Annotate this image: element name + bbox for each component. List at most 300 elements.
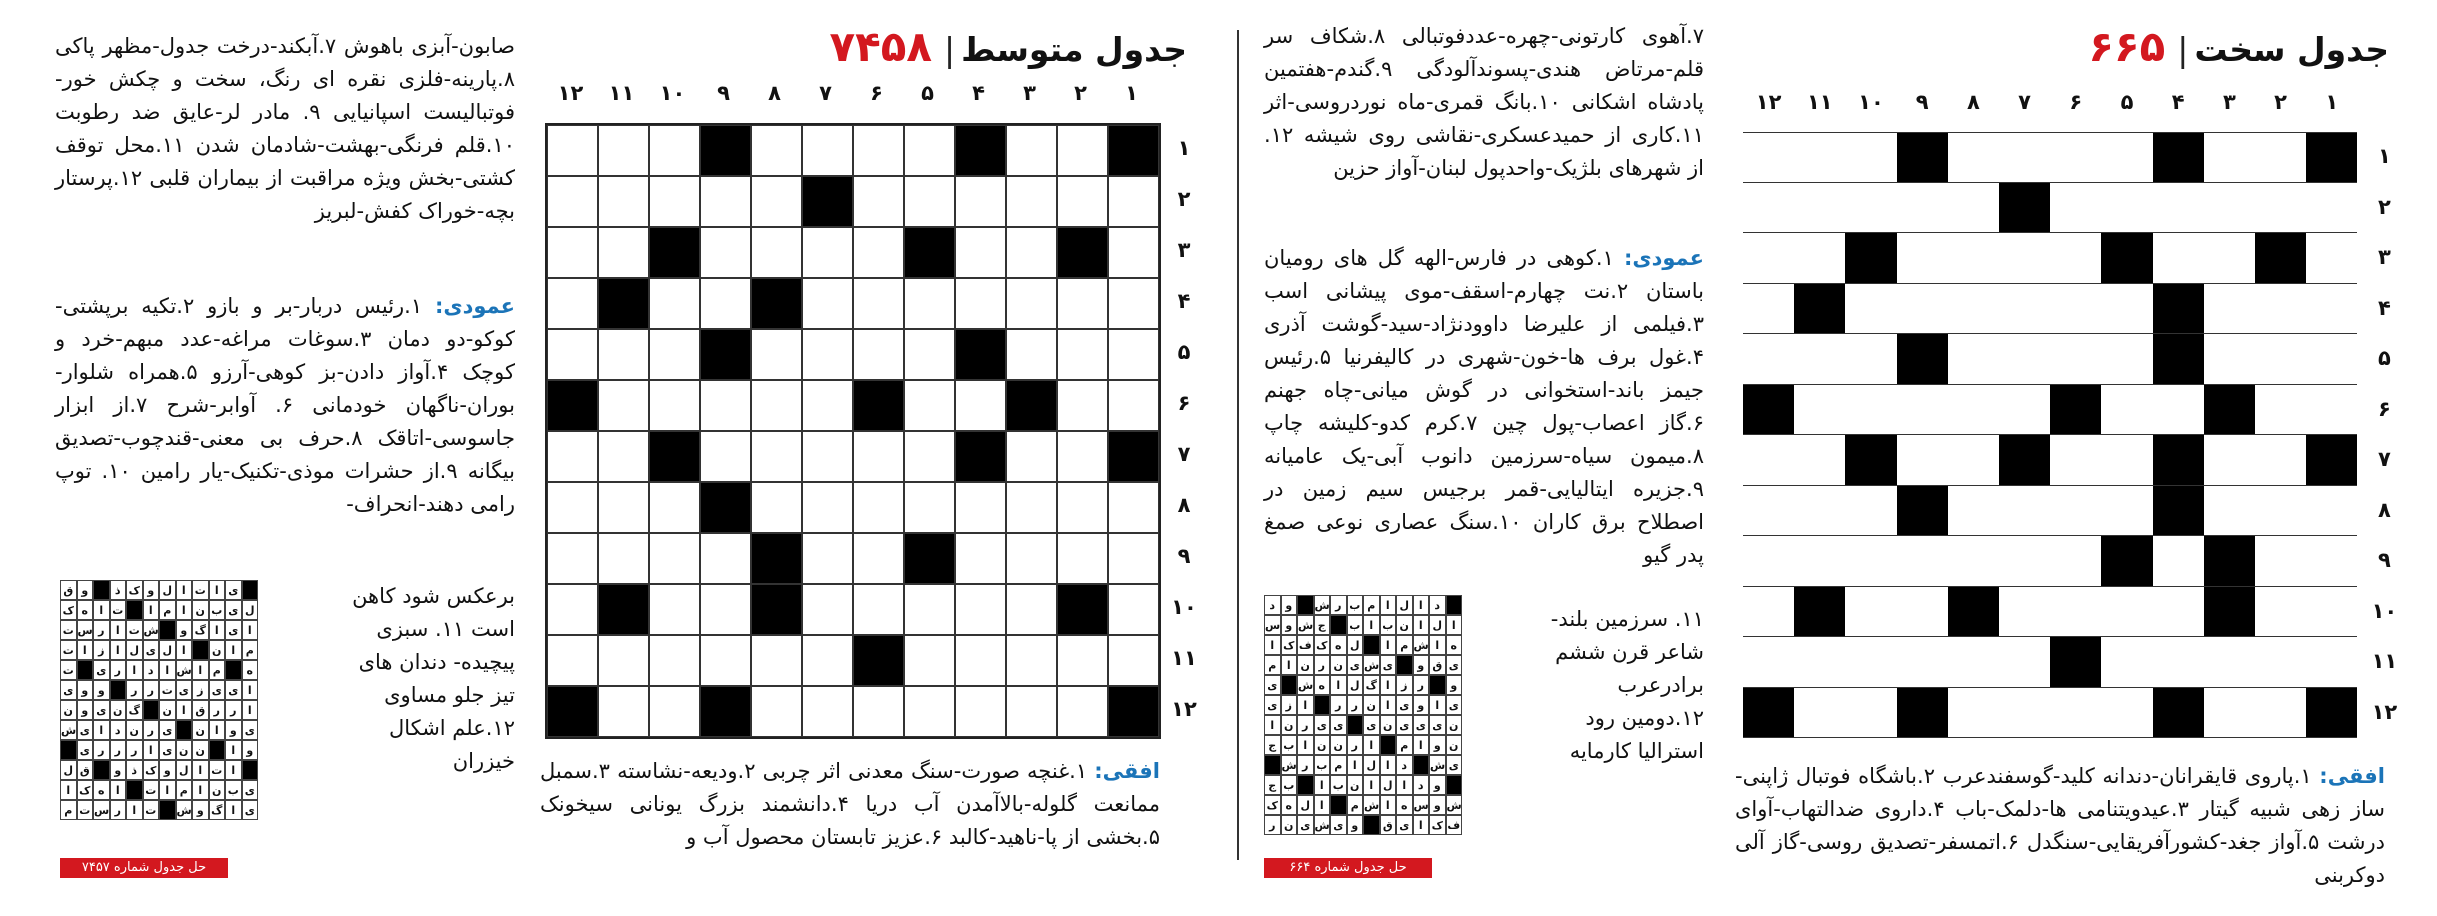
grid-cell[interactable] <box>1897 435 1948 486</box>
grid-cell[interactable] <box>2153 183 2204 234</box>
grid-cell[interactable] <box>751 380 802 431</box>
grid-cell[interactable] <box>1999 637 2050 688</box>
grid-cell[interactable] <box>1006 431 1057 482</box>
grid-cell[interactable] <box>1743 637 1794 688</box>
grid-cell[interactable] <box>2050 132 2101 183</box>
grid-cell[interactable] <box>2255 536 2306 587</box>
grid-cell[interactable] <box>1897 183 1948 234</box>
grid-cell[interactable] <box>802 584 853 635</box>
mini-grid-cell: ن <box>1330 735 1347 755</box>
grid-cell[interactable] <box>1743 435 1794 486</box>
grid-cell[interactable] <box>2255 284 2306 335</box>
grid-cell[interactable] <box>1948 183 1999 234</box>
grid-cell[interactable] <box>1999 385 2050 436</box>
grid-cell[interactable] <box>802 125 853 176</box>
grid-cell[interactable] <box>547 227 598 278</box>
grid-cell[interactable] <box>1999 132 2050 183</box>
grid-cell[interactable] <box>1057 533 1108 584</box>
grid-cell[interactable] <box>2204 688 2255 739</box>
grid-cell[interactable] <box>802 686 853 737</box>
grid-cell[interactable] <box>904 278 955 329</box>
grid-cell[interactable] <box>853 125 904 176</box>
grid-cell[interactable] <box>853 431 904 482</box>
grid-cell[interactable] <box>1743 284 1794 335</box>
mini-grid-cell: ی <box>242 720 259 740</box>
grid-cell[interactable] <box>2306 183 2357 234</box>
grid-cell[interactable] <box>598 635 649 686</box>
grid-cell[interactable] <box>1948 486 1999 537</box>
black-cell <box>2050 385 2101 436</box>
column-number: ۵ <box>921 81 934 105</box>
grid-cell[interactable] <box>700 533 751 584</box>
grid-cell[interactable] <box>802 533 853 584</box>
grid-cell[interactable] <box>1057 686 1108 737</box>
mini-grid-cell: ا <box>1413 815 1430 835</box>
grid-cell[interactable] <box>2101 284 2152 335</box>
mini-grid-cell: ن <box>110 700 127 720</box>
grid-cell[interactable] <box>1108 329 1159 380</box>
grid-cell[interactable] <box>802 278 853 329</box>
grid-cell[interactable] <box>1845 385 1896 436</box>
mini-grid-cell: ق <box>77 760 94 780</box>
mini-grid-cell: ا <box>143 740 160 760</box>
grid-cell[interactable] <box>1948 233 1999 284</box>
grid-cell[interactable] <box>1057 329 1108 380</box>
grid-cell[interactable] <box>1999 284 2050 335</box>
grid-cell[interactable] <box>1743 132 1794 183</box>
grid-cell[interactable] <box>1743 334 1794 385</box>
black-cell <box>751 584 802 635</box>
medium-crossword-grid <box>545 123 1161 739</box>
grid-cell[interactable] <box>2306 486 2357 537</box>
mini-grid-cell: ه <box>1314 675 1331 695</box>
grid-cell[interactable] <box>2101 688 2152 739</box>
grid-cell[interactable] <box>904 584 955 635</box>
grid-cell[interactable] <box>1006 482 1057 533</box>
mini-grid-cell: ت <box>159 680 176 700</box>
grid-cell[interactable] <box>2306 334 2357 385</box>
grid-cell[interactable] <box>598 125 649 176</box>
grid-cell[interactable] <box>1794 183 1845 234</box>
mini-grid-cell: ا <box>1297 735 1314 755</box>
grid-cell[interactable] <box>1108 380 1159 431</box>
grid-cell[interactable] <box>1897 385 1948 436</box>
grid-cell[interactable] <box>649 380 700 431</box>
grid-cell[interactable] <box>1006 635 1057 686</box>
mini-grid-cell: ا <box>1446 615 1463 635</box>
grid-cell[interactable] <box>2255 334 2306 385</box>
mini-grid-cell: گ <box>209 800 226 820</box>
mini-grid-cell: ب <box>1281 735 1298 755</box>
grid-cell[interactable] <box>1845 284 1896 335</box>
grid-cell[interactable] <box>1999 233 2050 284</box>
grid-cell[interactable] <box>1999 688 2050 739</box>
grid-cell[interactable] <box>1948 637 1999 688</box>
grid-cell[interactable] <box>1006 227 1057 278</box>
grid-cell[interactable] <box>547 635 598 686</box>
grid-cell[interactable] <box>598 431 649 482</box>
grid-cell[interactable] <box>1006 686 1057 737</box>
grid-cell[interactable] <box>547 176 598 227</box>
grid-cell[interactable] <box>1948 688 1999 739</box>
black-cell <box>2306 435 2357 486</box>
grid-cell[interactable] <box>1794 435 1845 486</box>
grid-cell[interactable] <box>547 533 598 584</box>
grid-cell[interactable] <box>1845 637 1896 688</box>
mini-grid-cell: ت <box>60 620 77 640</box>
grid-cell[interactable] <box>547 482 598 533</box>
mini-grid-cell: ی <box>1396 695 1413 715</box>
mini-grid-cell: ز <box>1281 695 1298 715</box>
grid-cell[interactable] <box>598 176 649 227</box>
grid-cell[interactable] <box>700 278 751 329</box>
grid-cell[interactable] <box>2101 486 2152 537</box>
mini-grid-cell: ا <box>192 760 209 780</box>
mini-grid-cell <box>242 580 259 600</box>
grid-cell[interactable] <box>904 176 955 227</box>
mini-grid-cell: ج <box>1314 615 1331 635</box>
mini-grid-cell: ت <box>126 620 143 640</box>
mini-grid-cell: ی <box>1396 815 1413 835</box>
grid-cell[interactable] <box>1948 284 1999 335</box>
grid-cell[interactable] <box>598 227 649 278</box>
grid-cell[interactable] <box>853 329 904 380</box>
grid-cell[interactable] <box>1897 536 1948 587</box>
grid-cell[interactable] <box>1999 334 2050 385</box>
grid-cell[interactable] <box>1948 435 1999 486</box>
mini-grid-cell <box>60 740 77 760</box>
grid-cell[interactable] <box>2306 536 2357 587</box>
grid-cell[interactable] <box>955 482 1006 533</box>
grid-cell[interactable] <box>598 482 649 533</box>
grid-cell[interactable] <box>2255 435 2306 486</box>
mini-grid-cell: ر <box>1297 715 1314 735</box>
grid-cell[interactable] <box>1057 176 1108 227</box>
grid-cell[interactable] <box>1999 486 2050 537</box>
mini-grid-cell <box>1297 775 1314 795</box>
grid-cell[interactable] <box>904 329 955 380</box>
grid-cell[interactable] <box>1794 688 1845 739</box>
grid-cell[interactable] <box>649 482 700 533</box>
grid-cell[interactable] <box>1845 183 1896 234</box>
grid-cell[interactable] <box>1845 536 1896 587</box>
mini-grid-cell: ت <box>143 800 160 820</box>
mini-grid-cell: ا <box>1330 675 1347 695</box>
grid-cell[interactable] <box>547 329 598 380</box>
grid-cell[interactable] <box>904 125 955 176</box>
grid-cell[interactable] <box>1006 176 1057 227</box>
grid-cell[interactable] <box>1006 278 1057 329</box>
grid-cell[interactable] <box>1006 329 1057 380</box>
black-cell <box>2204 385 2255 436</box>
grid-cell[interactable] <box>853 533 904 584</box>
grid-cell[interactable] <box>751 635 802 686</box>
grid-cell[interactable] <box>2050 486 2101 537</box>
grid-cell[interactable] <box>1057 380 1108 431</box>
grid-cell[interactable] <box>802 635 853 686</box>
grid-cell[interactable] <box>2101 587 2152 638</box>
grid-cell[interactable] <box>1948 334 1999 385</box>
grid-cell[interactable] <box>2050 233 2101 284</box>
grid-cell[interactable] <box>1006 125 1057 176</box>
mini-grid-cell: ی <box>1446 695 1463 715</box>
grid-cell[interactable] <box>547 584 598 635</box>
grid-cell[interactable] <box>2255 637 2306 688</box>
grid-cell[interactable] <box>751 482 802 533</box>
grid-cell[interactable] <box>1057 125 1108 176</box>
grid-cell[interactable] <box>1743 233 1794 284</box>
grid-cell[interactable] <box>2306 233 2357 284</box>
grid-cell[interactable] <box>853 227 904 278</box>
grid-cell[interactable] <box>751 431 802 482</box>
grid-cell[interactable] <box>1108 533 1159 584</box>
grid-cell[interactable] <box>2204 334 2255 385</box>
grid-cell[interactable] <box>2204 132 2255 183</box>
grid-cell[interactable] <box>955 686 1006 737</box>
grid-cell[interactable] <box>2101 183 2152 234</box>
mini-grid-cell: ش <box>143 620 160 640</box>
grid-cell[interactable] <box>955 380 1006 431</box>
grid-cell[interactable] <box>1108 278 1159 329</box>
grid-cell[interactable] <box>1794 132 1845 183</box>
grid-cell[interactable] <box>802 431 853 482</box>
grid-cell[interactable] <box>2306 284 2357 335</box>
mini-grid-cell: ت <box>60 660 77 680</box>
grid-cell[interactable] <box>802 329 853 380</box>
grid-cell[interactable] <box>1794 536 1845 587</box>
grid-cell[interactable] <box>955 227 1006 278</box>
grid-cell[interactable] <box>2153 233 2204 284</box>
grid-cell[interactable] <box>2050 688 2101 739</box>
grid-cell[interactable] <box>1897 637 1948 688</box>
grid-cell[interactable] <box>1845 334 1896 385</box>
grid-cell[interactable] <box>649 584 700 635</box>
grid-cell[interactable] <box>700 227 751 278</box>
grid-cell[interactable] <box>2050 183 2101 234</box>
mini-grid-cell: ن <box>209 780 226 800</box>
grid-cell[interactable] <box>1948 536 1999 587</box>
mini-grid-cell: ر <box>1413 675 1430 695</box>
grid-cell[interactable] <box>598 380 649 431</box>
row-number: ۷ <box>2377 447 2391 472</box>
grid-cell[interactable] <box>802 227 853 278</box>
grid-cell[interactable] <box>2306 637 2357 688</box>
medium-down-text: ۱.رئیس دربار-بر و بازو ۲.تکیه برپشتی-کوکو-دو دمان ۳.سوغات مراغه-عدد مبهم-خرد و کوچک ۴.آواز دادن-بز کوهی-آرزو ۵.همراه شلوار-بوران-ناگهان خودمانی ۶. آوابر-شرح ۷.از ابزار جاسوسی-اتاقک ۸.حرف بی معنی-قندچوب-تصدیق بیگانه ۹.از حشرات موذی-تکنیک-یار رامین ۱۰. توپ رامی دهند-انحراف- <box>55 294 515 516</box>
grid-cell[interactable] <box>2101 334 2152 385</box>
grid-cell[interactable] <box>2255 132 2306 183</box>
grid-cell[interactable] <box>1057 482 1108 533</box>
grid-cell[interactable] <box>2255 587 2306 638</box>
grid-cell[interactable] <box>2204 637 2255 688</box>
grid-cell[interactable] <box>1897 233 1948 284</box>
grid-cell[interactable] <box>955 176 1006 227</box>
grid-cell[interactable] <box>1845 587 1896 638</box>
grid-cell[interactable] <box>1897 587 1948 638</box>
grid-cell[interactable] <box>1743 183 1794 234</box>
medium-down-clues <box>55 290 515 521</box>
grid-cell[interactable] <box>955 584 1006 635</box>
mini-grid-cell: ا <box>1347 755 1364 775</box>
mini-grid-cell: و <box>1347 815 1364 835</box>
grid-cell[interactable] <box>1794 637 1845 688</box>
grid-cell[interactable] <box>598 329 649 380</box>
grid-cell[interactable] <box>1845 132 1896 183</box>
mini-grid-cell: ب <box>1330 775 1347 795</box>
grid-cell[interactable] <box>2050 435 2101 486</box>
grid-cell[interactable] <box>1743 587 1794 638</box>
mini-grid-cell: ا <box>176 700 193 720</box>
grid-cell[interactable] <box>1948 132 1999 183</box>
mini-grid-cell: ا <box>110 780 127 800</box>
black-cell <box>1897 486 1948 537</box>
grid-cell[interactable] <box>1057 431 1108 482</box>
grid-cell[interactable] <box>2255 385 2306 436</box>
mini-grid-cell: ی <box>60 680 77 700</box>
grid-cell[interactable] <box>700 380 751 431</box>
black-cell <box>2153 435 2204 486</box>
grid-cell[interactable] <box>955 635 1006 686</box>
grid-cell[interactable] <box>853 278 904 329</box>
grid-cell[interactable] <box>1948 385 1999 436</box>
grid-cell[interactable] <box>2153 637 2204 688</box>
grid-cell[interactable] <box>1794 334 1845 385</box>
grid-cell[interactable] <box>904 686 955 737</box>
mini-grid-cell: ی <box>225 600 242 620</box>
grid-cell[interactable] <box>1006 533 1057 584</box>
grid-cell[interactable] <box>649 686 700 737</box>
grid-cell[interactable] <box>2204 486 2255 537</box>
grid-cell[interactable] <box>1845 486 1896 537</box>
mini-grid-cell: ا <box>1429 695 1446 715</box>
grid-cell[interactable] <box>853 686 904 737</box>
grid-cell[interactable] <box>1845 688 1896 739</box>
mini-grid-cell <box>1330 795 1347 815</box>
row-number: ۴ <box>1177 288 1191 313</box>
grid-cell[interactable] <box>1108 635 1159 686</box>
grid-cell[interactable] <box>904 635 955 686</box>
mini-grid-cell: ا <box>1413 595 1430 615</box>
grid-cell[interactable] <box>2153 587 2204 638</box>
grid-cell[interactable] <box>853 584 904 635</box>
grid-cell[interactable] <box>1743 486 1794 537</box>
mini-grid-cell: ک <box>1264 795 1281 815</box>
grid-cell[interactable] <box>649 125 700 176</box>
grid-cell[interactable] <box>2204 435 2255 486</box>
grid-cell[interactable] <box>853 176 904 227</box>
grid-cell[interactable] <box>1108 176 1159 227</box>
grid-cell[interactable] <box>751 686 802 737</box>
grid-cell[interactable] <box>2101 637 2152 688</box>
grid-cell[interactable] <box>2255 183 2306 234</box>
grid-cell[interactable] <box>955 533 1006 584</box>
grid-cell[interactable] <box>547 125 598 176</box>
grid-cell[interactable] <box>853 482 904 533</box>
grid-cell[interactable] <box>598 686 649 737</box>
grid-cell[interactable] <box>700 584 751 635</box>
grid-cell[interactable] <box>2050 334 2101 385</box>
grid-cell[interactable] <box>2101 385 2152 436</box>
mini-grid-cell: ن <box>1363 695 1380 715</box>
grid-cell[interactable] <box>649 278 700 329</box>
grid-cell[interactable] <box>2306 385 2357 436</box>
black-cell <box>700 329 751 380</box>
grid-cell[interactable] <box>1057 635 1108 686</box>
grid-cell[interactable] <box>1794 486 1845 537</box>
grid-cell[interactable] <box>2204 183 2255 234</box>
grid-cell[interactable] <box>2050 587 2101 638</box>
grid-cell[interactable] <box>802 482 853 533</box>
grid-cell[interactable] <box>2050 536 2101 587</box>
grid-cell[interactable] <box>1999 587 2050 638</box>
grid-cell[interactable] <box>547 431 598 482</box>
grid-cell[interactable] <box>904 482 955 533</box>
grid-cell[interactable] <box>649 329 700 380</box>
grid-cell[interactable] <box>2255 486 2306 537</box>
grid-cell[interactable] <box>751 176 802 227</box>
mini-grid-cell: ا <box>225 800 242 820</box>
grid-cell[interactable] <box>1006 584 1057 635</box>
grid-cell[interactable] <box>802 380 853 431</box>
grid-cell[interactable] <box>2306 587 2357 638</box>
grid-cell[interactable] <box>2153 536 2204 587</box>
grid-cell[interactable] <box>2153 385 2204 436</box>
grid-cell[interactable] <box>598 533 649 584</box>
black-cell <box>1794 587 1845 638</box>
mini-grid-cell: و <box>77 680 94 700</box>
grid-cell[interactable] <box>1743 536 1794 587</box>
mini-grid-cell: ش <box>1446 795 1463 815</box>
row-number: ۱۲ <box>1171 696 1197 721</box>
grid-cell[interactable] <box>649 533 700 584</box>
grid-cell[interactable] <box>1108 482 1159 533</box>
grid-cell[interactable] <box>700 431 751 482</box>
grid-cell[interactable] <box>904 380 955 431</box>
grid-cell[interactable] <box>649 635 700 686</box>
grid-cell[interactable] <box>751 227 802 278</box>
grid-cell[interactable] <box>2204 233 2255 284</box>
mini-grid-cell: ی <box>93 660 110 680</box>
grid-cell[interactable] <box>547 278 598 329</box>
grid-cell[interactable] <box>1108 584 1159 635</box>
grid-cell[interactable] <box>1794 233 1845 284</box>
black-cell <box>1006 380 1057 431</box>
grid-cell[interactable] <box>904 431 955 482</box>
row-number: ۵ <box>2377 346 2391 371</box>
grid-cell[interactable] <box>955 278 1006 329</box>
grid-cell[interactable] <box>700 635 751 686</box>
grid-cell[interactable] <box>751 125 802 176</box>
grid-cell[interactable] <box>1897 284 1948 335</box>
grid-cell[interactable] <box>1999 536 2050 587</box>
black-cell <box>598 278 649 329</box>
grid-cell[interactable] <box>2101 435 2152 486</box>
grid-cell[interactable] <box>1108 227 1159 278</box>
grid-cell[interactable] <box>2204 284 2255 335</box>
grid-cell[interactable] <box>1057 278 1108 329</box>
grid-cell[interactable] <box>2050 284 2101 335</box>
grid-cell[interactable] <box>2255 688 2306 739</box>
grid-cell[interactable] <box>649 176 700 227</box>
hard-down-tail <box>1540 603 1704 768</box>
grid-cell[interactable] <box>2101 132 2152 183</box>
grid-cell[interactable] <box>751 329 802 380</box>
row-number: ۲ <box>1177 186 1191 211</box>
grid-cell[interactable] <box>1794 385 1845 436</box>
mini-grid-cell: و <box>1429 775 1446 795</box>
mini-grid-cell: ک <box>126 580 143 600</box>
grid-cell[interactable] <box>700 176 751 227</box>
mini-grid-cell: ش <box>1413 635 1430 655</box>
